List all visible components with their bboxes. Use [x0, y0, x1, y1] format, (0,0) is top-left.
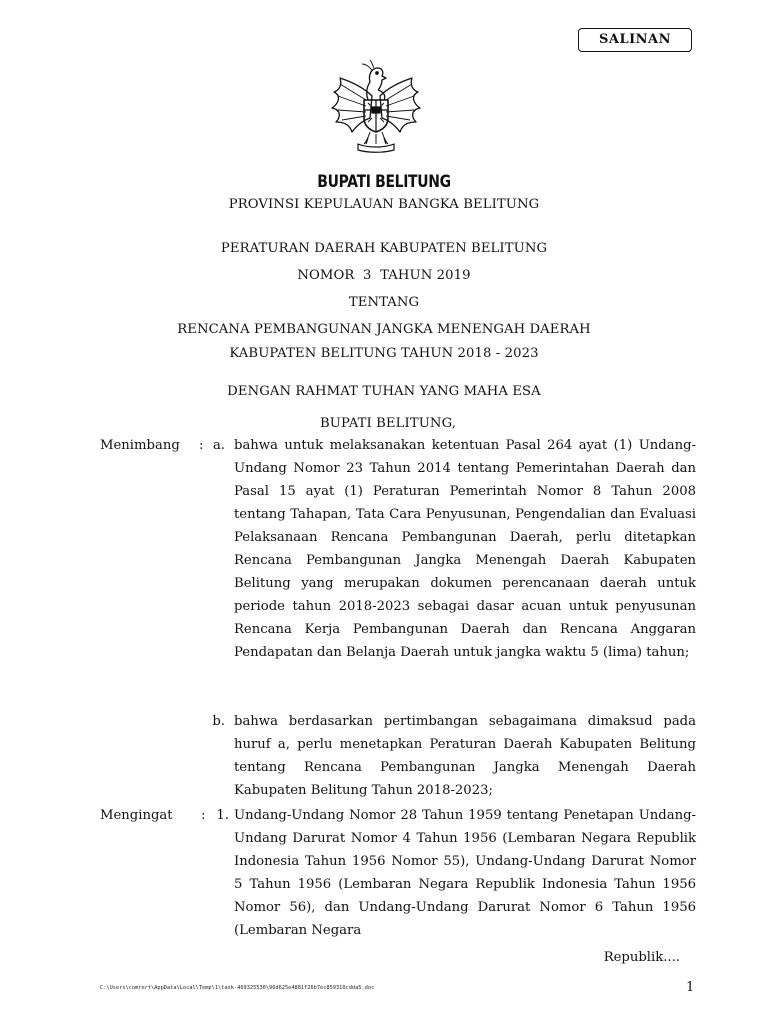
salinan-stamp: SALINAN — [578, 28, 692, 52]
mengingat-item-1-num: 1. — [216, 808, 229, 823]
authority: BUPATI BELITUNG, — [319, 416, 457, 431]
menimbang-label: Menimbang — [100, 438, 180, 453]
garuda-emblem-icon — [328, 60, 424, 154]
menimbang-item-a-text: bahwa untuk melaksanakan ketentuan Pasal 264 ayat (1) Undang-Undang Nomor 23 Tahun 2014 tentang Pemerintahan Daerah dan Pasal 15 ayat (1) Peraturan Pemerintah Nomor 8 Tahun 2008 tentang Tahapan, Tata Cara Penyusunan, Pengendalian dan Evaluasi Pelaksanaan Rencana Pembangunan Daerah, perlu ditetapkan Rencana Pembangunan Jangka Menengah Daerah Kabupaten Belitung yang merupakan dokumen perencanaan daerah untuk periode tahun 2018-2023 sebagai dasar acuan untuk penyusunan Rencana Kerja Pembangunan Daerah dan Rencana Anggaran Pendapatan dan Belanja Daerah untuk jangka waktu 5 (lima) tahun; — [234, 438, 696, 660]
province-name: PROVINSI KEPULAUAN BANGKA BELITUNG — [228, 197, 540, 212]
mengingat-item-1-text: Undang-Undang Nomor 28 Tahun 1959 tentang Penetapan Undang-Undang Darurat Nomor 4 Tahun 1956 (Lembaran Negara Republik Indonesia Tahun 1956 Nomor 55), Undang-Undang Darurat Nomor 5 Tahun 1956 (Lembaran Negara Republik Indonesia Tahun 1956 Nomor 56), dan Undang-Undang Darurat Nomor 6 Tahun 1956 (Lembaran Negara — [234, 808, 696, 938]
mengingat-label: Mengingat — [100, 808, 173, 823]
catchword: Republik.... — [603, 950, 680, 965]
invocation: DENGAN RAHMAT TUHAN YANG MAHA ESA — [227, 384, 541, 399]
menimbang-item-b-text: bahwa berdasarkan pertimbangan sebagaimana dimaksud pada huruf a, perlu menetapkan Peraturan Daerah Kabupaten Belitung tentang Rencana Pembangunan Jangka Menengah Daerah Kabupaten Belitung Tahun 2018-2023; — [234, 714, 696, 798]
regulation-type: PERATURAN DAERAH KABUPATEN BELITUNG — [220, 241, 548, 256]
regulation-number: NOMOR 3 TAHUN 2019 — [297, 268, 471, 283]
menimbang-item-b-num: b. — [212, 714, 225, 729]
regulation-about: TENTANG — [348, 295, 420, 310]
menimbang-item-a-num: a. — [212, 438, 225, 453]
mengingat-colon: : — [201, 808, 206, 823]
page-number: 1 — [686, 980, 695, 995]
menimbang-colon: : — [199, 438, 204, 453]
regulation-subject-line1: RENCANA PEMBANGUNAN JANGKA MENENGAH DAERAH — [177, 322, 591, 337]
document-title: BUPATI BELITUNG — [317, 172, 451, 192]
file-path: C:\Users\comrert\AppData\Local\Temp\1\task-469325530\96d625e4881f26b7ec859310cdda5.doc — [100, 985, 375, 991]
regulation-subject-line2: KABUPATEN BELITUNG TAHUN 2018 - 2023 — [229, 346, 539, 361]
